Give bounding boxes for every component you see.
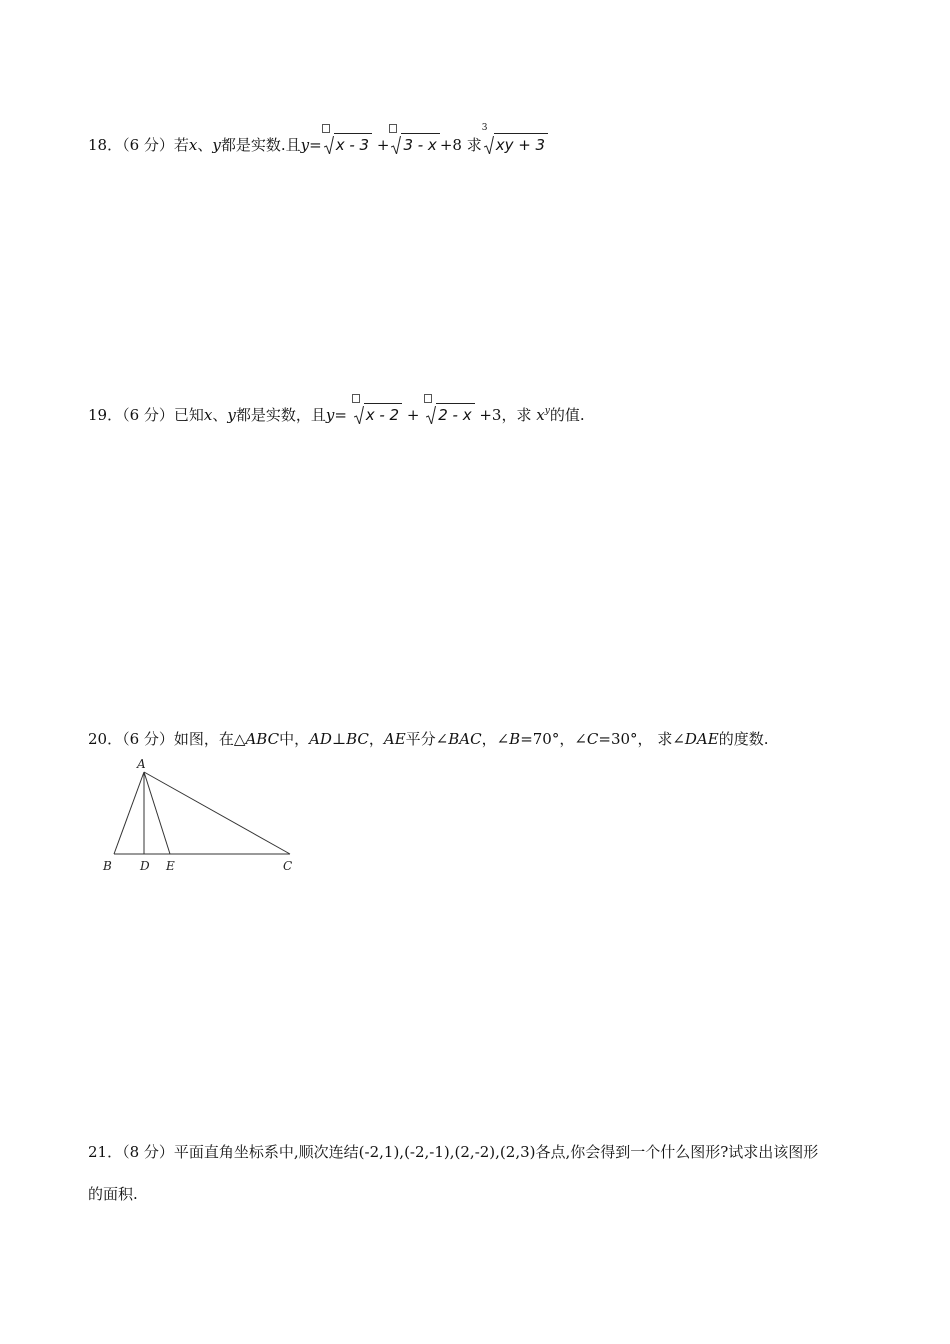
q18-radical-2: 3 - x [391, 133, 439, 155]
question-21: 21．（8 分）平面直角坐标系中,顺次连结(-2,1),(-2,-1),(2,-2),(2,3)各点,你会得到一个什么图形?试求出该图形 [88, 1143, 819, 1161]
q18-radical-1: x - 3 [324, 133, 372, 155]
q19-radical-1: x - 2 [354, 403, 402, 425]
q18-score: （6 分） [122, 136, 174, 154]
placeholder-box-icon [389, 124, 397, 133]
q19-radical-2: 2 - x [426, 403, 474, 425]
q18-number: 18． [88, 136, 123, 154]
placeholder-box-icon [424, 394, 432, 403]
segment-ab [114, 772, 144, 854]
radical-sign-icon [484, 136, 494, 154]
label-e: E [166, 859, 175, 873]
question-20: 20．（6 分）如图，在△ABC中，AD⊥BC，AE平分∠BAC，∠B=70°，∠C=30°， 求∠DAE的度数. [88, 730, 769, 748]
label-c: C [283, 859, 293, 873]
q19-number: 19． [88, 406, 123, 424]
question-21-continued: 的面积. [88, 1185, 138, 1203]
radical-sign-icon [324, 136, 334, 154]
triangle-figure [96, 756, 306, 878]
radical-sign-icon [354, 406, 364, 424]
q20-score: （6 分） [122, 730, 174, 748]
question-19: 19．（6 分）已知x、y都是实数，且y= x - 2 + 2 - x +3，求 $x^y$的值. [88, 403, 585, 425]
question-18: 18．（6 分）若x、y都是实数.且y= x - 3 + 3 - x +8 求 3 xy + 3 [88, 133, 548, 155]
q18-cube-root: 3 xy + 3 [484, 133, 548, 155]
label-b: B [103, 859, 112, 873]
placeholder-box-icon [322, 124, 330, 133]
label-a: A [137, 757, 146, 771]
radical-sign-icon [391, 136, 401, 154]
q20-number: 20． [88, 730, 123, 748]
label-d: D [140, 859, 150, 873]
placeholder-box-icon [352, 394, 360, 403]
radical-sign-icon [426, 406, 436, 424]
q19-score: （6 分） [122, 406, 174, 424]
